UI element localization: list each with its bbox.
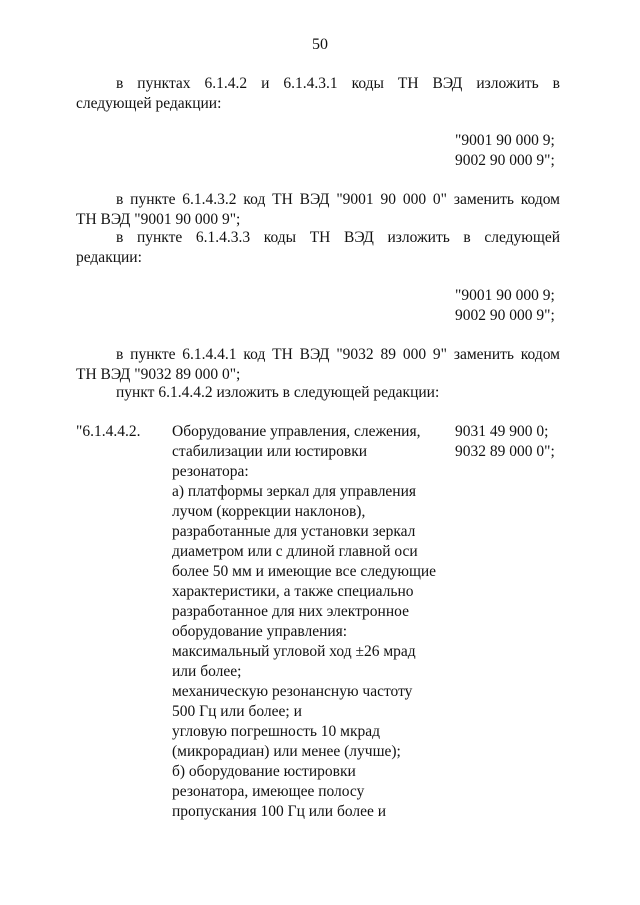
description-line: пропускания 100 Гц или более и <box>172 803 387 820</box>
description-line: резонатора: <box>172 463 249 480</box>
code-line: 9002 90 000 9"; <box>455 307 555 324</box>
code-line: "9001 90 000 9; <box>455 287 555 304</box>
paragraph-2-line-2: ТН ВЭД "9001 90 000 9"; <box>76 211 241 228</box>
description-line: лучом (коррекции наклонов), <box>172 503 366 520</box>
paragraph-3 <box>76 228 560 268</box>
paragraph-5 <box>76 383 560 403</box>
description-line: стабилизации или юстировки <box>172 443 368 460</box>
paragraph-5-line-1: пункт 6.1.4.4.2 изложить в следующей редакции: <box>116 384 440 401</box>
paragraph-4-line-2: ТН ВЭД "9032 89 000 0"; <box>76 366 241 383</box>
description-line: 500 Гц или более; и <box>172 703 302 720</box>
description-line: угловую погрешность 10 мкрад <box>172 723 381 740</box>
paragraph-2-line-1: в пункте 6.1.4.3.2 код ТН ВЭД "9001 90 000 0" заменить кодом <box>116 191 560 208</box>
description-line: а) платформы зеркал для управления <box>172 483 417 500</box>
description-line: Оборудование управления, слежения, <box>172 423 421 440</box>
entry-code-line: 9032 89 000 0"; <box>455 443 555 460</box>
paragraph-1-line-2: следующей редакции: <box>76 95 222 112</box>
codes-block-2 <box>455 286 555 326</box>
entry-codes <box>455 422 555 462</box>
description-line: механическую резонансную частоту <box>172 683 413 700</box>
description-line: более 50 мм и имеющие все следующие <box>172 563 437 580</box>
entry-number: "6.1.4.4.2. <box>76 423 141 440</box>
paragraph-3-line-2: редакции: <box>76 249 142 266</box>
paragraph-4-line-1: в пункте 6.1.4.4.1 код ТН ВЭД "9032 89 000 9" заменить кодом <box>116 346 560 363</box>
page-number: 50 <box>312 36 328 53</box>
description-line: резонатора, имеющее полосу <box>172 783 365 800</box>
paragraph-2 <box>76 190 560 230</box>
code-line: "9001 90 000 9; <box>455 132 555 149</box>
description-line: характеристики, а также специально <box>172 583 414 600</box>
code-line: 9002 90 000 9"; <box>455 152 555 169</box>
description-line: диаметром или с длиной главной оси <box>172 543 418 560</box>
paragraph-1-line-1: в пунктах 6.1.4.2 и 6.1.4.3.1 коды ТН ВЭД изложить в <box>116 75 560 92</box>
codes-block-1 <box>455 131 555 171</box>
description-line: разработанное для них электронное <box>172 603 409 620</box>
paragraph-4 <box>76 345 560 385</box>
description-line: б) оборудование юстировки <box>172 763 356 780</box>
paragraph-3-line-1: в пункте 6.1.4.3.3 коды ТН ВЭД изложить в следующей <box>116 229 560 246</box>
paragraph-1 <box>76 74 560 114</box>
description-line: разработанные для установки зеркал <box>172 523 416 540</box>
description-line: оборудование управления: <box>172 623 348 640</box>
description-line: максимальный угловой ход ±26 мрад <box>172 643 416 660</box>
entry-description <box>172 422 450 822</box>
entry-code-line: 9031 49 900 0; <box>455 423 549 440</box>
description-line: или более; <box>172 663 242 680</box>
description-line: (микрорадиан) или менее (лучше); <box>172 743 401 760</box>
